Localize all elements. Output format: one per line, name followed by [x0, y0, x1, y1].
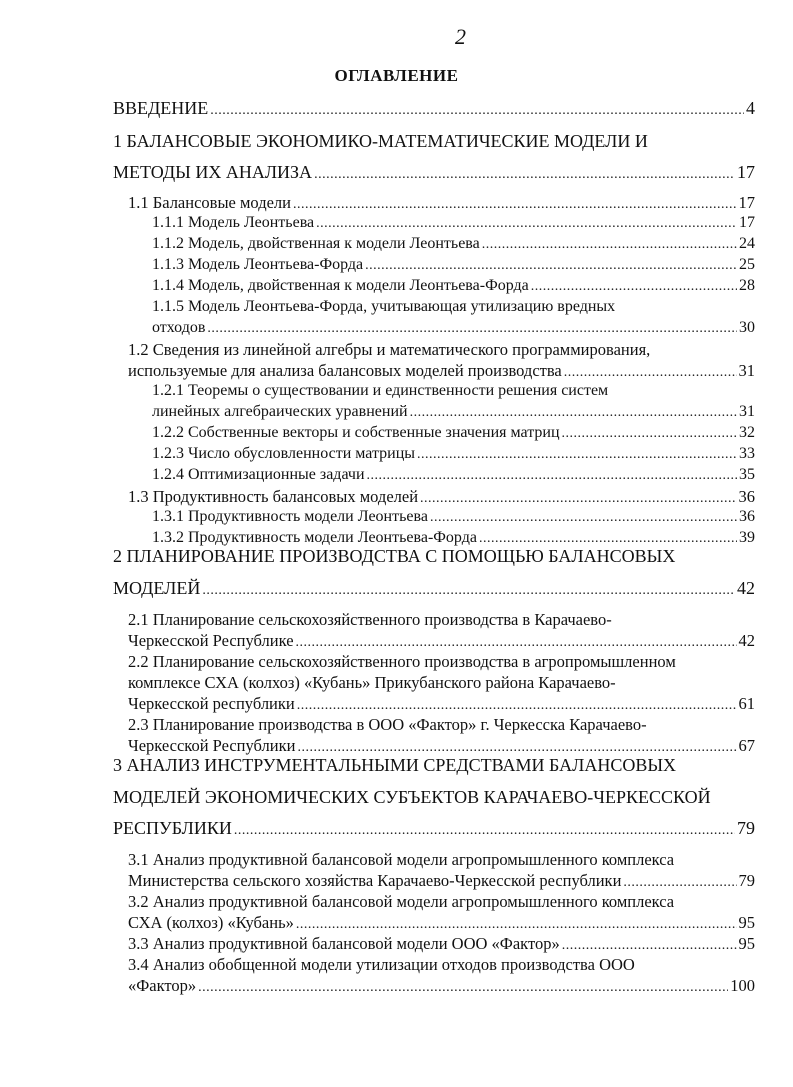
toc-entry-title: 1.2 Сведения из линейной алгебры и математического программирования, [128, 340, 651, 359]
toc-entry-title: 3.1 Анализ продуктивной балансовой модели агропромышленного комплекса [128, 850, 675, 869]
toc-entry-page: 17 [738, 193, 755, 212]
toc-entry [152, 445, 755, 463]
toc-entry-title: 2.2 Планирование сельскохозяйственного производства в агропромышленном [128, 652, 676, 671]
dot-leader [420, 491, 736, 507]
toc-entry-title: МОДЕЛЕЙ [113, 578, 201, 598]
dot-leader [365, 258, 737, 274]
toc-entry [152, 214, 755, 232]
toc-entry [152, 508, 755, 526]
toc-entry [128, 736, 755, 756]
toc-entry [152, 424, 755, 442]
dot-leader [316, 216, 737, 232]
toc-entry-title: Черкесской республики [128, 694, 295, 713]
toc-entry [128, 934, 755, 954]
toc-entry [113, 98, 755, 119]
dot-leader [297, 740, 736, 756]
toc-entry-title: Черкесской Республике [128, 631, 294, 650]
toc-entry-page: 95 [738, 913, 755, 932]
toc-entry [152, 466, 755, 484]
toc-entry-title: РЕСПУБЛИКИ [113, 818, 232, 838]
toc-entry-title: 3.4 Анализ обобщенной модели утилизации отходов производства ООО [128, 955, 635, 974]
toc-entry [113, 578, 755, 599]
toc-entry [152, 298, 615, 316]
toc-entry-page: 39 [739, 529, 755, 546]
toc-entry-title: 1.1.4 Модель, двойственная к модели Леонтьева-Форда [152, 277, 529, 294]
dot-leader [210, 103, 744, 119]
toc-entry [113, 755, 676, 776]
toc-entry [152, 235, 755, 253]
toc-entry [128, 361, 755, 381]
toc-entry-page: 4 [746, 98, 755, 118]
dot-leader [314, 167, 735, 183]
toc-entry-page: 25 [739, 256, 755, 273]
toc-entry-page: 32 [739, 424, 755, 441]
dot-leader [623, 875, 736, 891]
toc-entry-title: 1.3.2 Продуктивность модели Леонтьева-Форда [152, 529, 477, 546]
dot-leader [482, 237, 737, 253]
toc-entry-page: 79 [738, 871, 755, 890]
toc-entry-title: отходов [152, 319, 206, 336]
dot-leader [531, 279, 737, 295]
toc-entry-title: комплексе СХА (колхоз) «Кубань» Прикубанского района Карачаево- [128, 673, 616, 692]
toc-entry-title: 1.1.5 Модель Леонтьева-Форда, учитывающая утилизацию вредных [152, 298, 616, 315]
dot-leader [296, 917, 737, 933]
toc-entry-title: 3 АНАЛИЗ ИНСТРУМЕНТАЛЬНЫМИ СРЕДСТВАМИ БАЛАНСОВЫХ [113, 755, 677, 775]
toc-entry-title: 1.2.1 Теоремы о существовании и единственности решения систем [152, 382, 609, 399]
toc-entry-title: 1.1 Балансовые модели [128, 193, 291, 212]
toc-entry-title: 1.3 Продуктивность балансовых моделей [128, 487, 419, 506]
dot-leader [202, 583, 735, 599]
toc-entry [128, 892, 674, 912]
toc-entry-title: Черкесской Республики [128, 736, 296, 755]
toc-entry-page: 31 [739, 403, 755, 420]
toc-entry [113, 787, 711, 808]
toc-entry-title: Министерства сельского хозяйства Карачаево-Черкесской республики [128, 871, 622, 890]
dot-leader [297, 698, 737, 714]
toc-entry-page: 42 [738, 631, 755, 650]
toc-entry [152, 403, 755, 421]
toc-entry-page: 95 [738, 934, 755, 953]
toc-entry-page: 17 [739, 214, 755, 231]
toc-entry-title: 1.2.2 Собственные векторы и собственные значения матриц [152, 424, 560, 441]
toc-entry-title: «Фактор» [128, 976, 197, 995]
toc-entry [128, 673, 616, 693]
toc-entry [152, 319, 755, 337]
toc-entry-page: 79 [737, 818, 755, 838]
toc-entry-title: 1.1.1 Модель Леонтьева [152, 214, 315, 231]
toc-entry-page: 35 [739, 466, 755, 483]
toc-entry [128, 340, 650, 360]
toc-entry [128, 871, 755, 891]
dot-leader [296, 635, 737, 651]
toc-entry [128, 631, 755, 651]
toc-entry-title: ВВЕДЕНИЕ [113, 98, 209, 118]
toc-entry-page: 33 [739, 445, 755, 462]
toc-entry-title: 2.3 Планирование производства в ООО «Фактор» г. Черкесска Карачаево- [128, 715, 647, 734]
toc-entry [128, 976, 755, 996]
toc-entry-page: 100 [730, 976, 755, 995]
toc-entry-title: 1.2.3 Число обусловленности матрицы [152, 445, 416, 462]
toc-entry-page: 42 [737, 578, 755, 598]
toc-entry-title: 1.3.1 Продуктивность модели Леонтьева [152, 508, 428, 525]
dot-leader [430, 510, 737, 526]
dot-leader [562, 938, 737, 954]
toc-entry-title: МОДЕЛЕЙ ЭКОНОМИЧЕСКИХ СУБЪЕКТОВ КАРАЧАЕВО-ЧЕРКЕССКОЙ [113, 787, 711, 807]
toc-entry-title: 1.2.4 Оптимизационные задачи [152, 466, 365, 483]
dot-leader [479, 531, 737, 547]
toc-entry-title: 2 ПЛАНИРОВАНИЕ ПРОИЗВОДСТВА С ПОМОЩЬЮ БАЛАНСОВЫХ [113, 546, 676, 566]
toc-entry-page: 61 [738, 694, 755, 713]
toc-entry-title: используемые для анализа балансовых моделей производства [128, 361, 562, 380]
toc-entry [128, 193, 755, 213]
toc-entry [128, 487, 755, 507]
toc-entry [152, 382, 608, 400]
toc-entry [128, 694, 755, 714]
toc-entry [128, 955, 635, 975]
toc-entry [113, 162, 755, 183]
toc-entry-page: 36 [739, 508, 755, 525]
dot-leader [562, 426, 737, 442]
toc-entry-title: 1.1.3 Модель Леонтьева-Форда [152, 256, 364, 273]
toc-entry-title: 2.1 Планирование сельскохозяйственного производства в Карачаево- [128, 610, 612, 629]
toc-entry-page: 17 [737, 162, 755, 182]
toc-entry-page: 24 [739, 235, 755, 252]
toc-entry [128, 610, 612, 630]
toc-entry-page: 67 [738, 736, 755, 755]
dot-leader [207, 321, 737, 337]
toc-entry-title: 3.2 Анализ продуктивной балансовой модели агропромышленного комплекса [128, 892, 675, 911]
toc-entry-title: СХА (колхоз) «Кубань» [128, 913, 294, 932]
toc-entry [152, 529, 755, 547]
toc-entry-title: 3.3 Анализ продуктивной балансовой модели ООО «Фактор» [128, 934, 560, 953]
toc-entry [113, 818, 755, 839]
toc-entry [152, 277, 755, 295]
toc-entry-page: 31 [738, 361, 755, 380]
toc-entry [128, 652, 676, 672]
toc-entry-page: 30 [739, 319, 755, 336]
toc-entry-title: 1 БАЛАНСОВЫЕ ЭКОНОМИКО-МАТЕМАТИЧЕСКИЕ МОДЕЛИ И [113, 131, 648, 151]
dot-leader [198, 980, 728, 996]
toc-entry-title: МЕТОДЫ ИХ АНАЛИЗА [113, 162, 313, 182]
dot-leader [367, 468, 737, 484]
toc-entry-page: 36 [738, 487, 755, 506]
dot-leader [234, 823, 735, 839]
toc-entry-title: линейных алгебраических уравнений [152, 403, 408, 420]
toc-entry-page: 28 [739, 277, 755, 294]
toc-entry [152, 256, 755, 274]
dot-leader [564, 365, 737, 381]
toc-entry-title: 1.1.2 Модель, двойственная к модели Леонтьева [152, 235, 480, 252]
toc-entry [113, 131, 648, 152]
page-number: 2 [455, 24, 466, 49]
toc-entry [113, 546, 675, 567]
toc-title: ОГЛАВЛЕНИЕ [334, 66, 459, 85]
toc-entry [128, 715, 647, 735]
dot-leader [293, 197, 737, 213]
dot-leader [410, 405, 737, 421]
toc-entry [128, 850, 674, 870]
dot-leader [417, 447, 737, 463]
toc-entry [128, 913, 755, 933]
